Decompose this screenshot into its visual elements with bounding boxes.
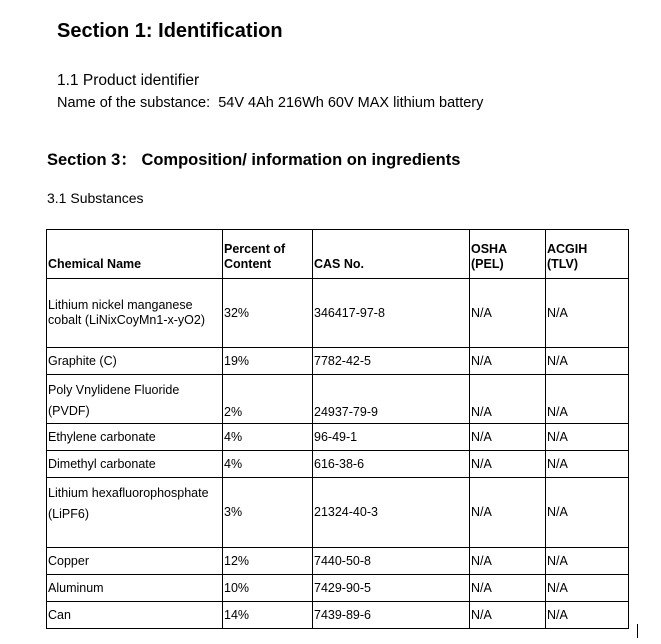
chemical-name-cell: Lithium nickel manganese cobalt (LiNixCoyMn1-x-yO2) [47,279,223,348]
header-osha-line2: (PEL) [471,257,504,271]
header-osha-line1: OSHA [471,242,508,256]
table-row [47,478,629,548]
percent-cell: 32% [223,279,313,348]
percent-cell: 12% [223,548,313,575]
chemical-name-cell: Can [47,602,223,629]
text-cursor [637,624,638,638]
chemical-name-cell [47,375,223,424]
osha-cell: N/A [470,424,546,451]
header-acgih [546,230,629,279]
substance-name-value: 54V 4Ah 216Wh 60V MAX lithium battery [218,95,484,111]
table-row [47,279,629,348]
percent-cell: 14% [223,602,313,629]
acgih-cell: N/A [546,348,629,375]
osha-cell: N/A [470,478,546,548]
chemical-name-cell: Aluminum [47,575,223,602]
osha-cell: N/A [470,279,546,348]
osha-cell: N/A [470,575,546,602]
cas-cell: 346417-97-8 [313,279,470,348]
acgih-cell: N/A [546,548,629,575]
chemical-name-line2: (LiPF6) [48,507,89,521]
chemical-name-line2: (PVDF) [48,404,90,418]
chemical-name-cell [47,478,223,548]
percent-cell: 4% [223,451,313,478]
chemical-name-cell: Graphite (C) [47,348,223,375]
substance-name-label: Name of the substance: [57,95,211,111]
table-row [47,424,629,451]
acgih-cell: N/A [546,575,629,602]
osha-cell: N/A [470,548,546,575]
substances-heading: 3.1 Substances [47,190,144,206]
cas-cell: 21324-40-3 [313,478,470,548]
acgih-cell: N/A [546,375,629,424]
chemical-name-cell: Ethylene carbonate [47,424,223,451]
table-row [47,575,629,602]
osha-cell: N/A [470,602,546,629]
header-percent-line1: Percent of [224,242,286,256]
cas-cell: 96-49-1 [313,424,470,451]
header-percent-line2: Content [224,257,272,271]
table-row [47,548,629,575]
chemical-name-cell: Dimethyl carbonate [47,451,223,478]
header-percent [223,230,313,279]
percent-cell: 10% [223,575,313,602]
cas-cell: 7429-90-5 [313,575,470,602]
chemical-name-line1: Lithium hexafluorophosphate [48,486,209,500]
substance-name-line [57,95,483,111]
percent-cell: 4% [223,424,313,451]
cas-cell: 7440-50-8 [313,548,470,575]
product-identifier-heading: 1.1 Product identifier [57,72,200,89]
section-3-title: Section 3： Composition/ information on ingredients [47,151,461,169]
acgih-cell: N/A [546,478,629,548]
percent-cell: 2% [223,375,313,424]
header-osha [470,230,546,279]
percent-cell: 19% [223,348,313,375]
header-acgih-line1: ACGIH [547,242,588,256]
header-acgih-line2: (TLV) [547,257,579,271]
acgih-cell: N/A [546,279,629,348]
header-cas: CAS No. [313,230,470,279]
table-row [47,348,629,375]
header-chemical-name: Chemical Name [47,230,223,279]
cas-cell: 7782-42-5 [313,348,470,375]
table-row [47,375,629,424]
chemical-name-line1: Poly Vnylidene Fluoride [48,383,180,397]
acgih-cell: N/A [546,451,629,478]
composition-table [46,229,629,629]
section-1-title: Section 1: Identification [57,20,283,42]
acgih-cell: N/A [546,602,629,629]
table-row [47,451,629,478]
acgih-cell: N/A [546,424,629,451]
cas-cell: 24937-79-9 [313,375,470,424]
cas-cell: 616-38-6 [313,451,470,478]
chemical-name-cell: Copper [47,548,223,575]
osha-cell: N/A [470,375,546,424]
osha-cell: N/A [470,348,546,375]
cas-cell: 7439-89-6 [313,602,470,629]
table-row [47,602,629,629]
percent-cell: 3% [223,478,313,548]
table-header-row [47,230,629,279]
osha-cell: N/A [470,451,546,478]
